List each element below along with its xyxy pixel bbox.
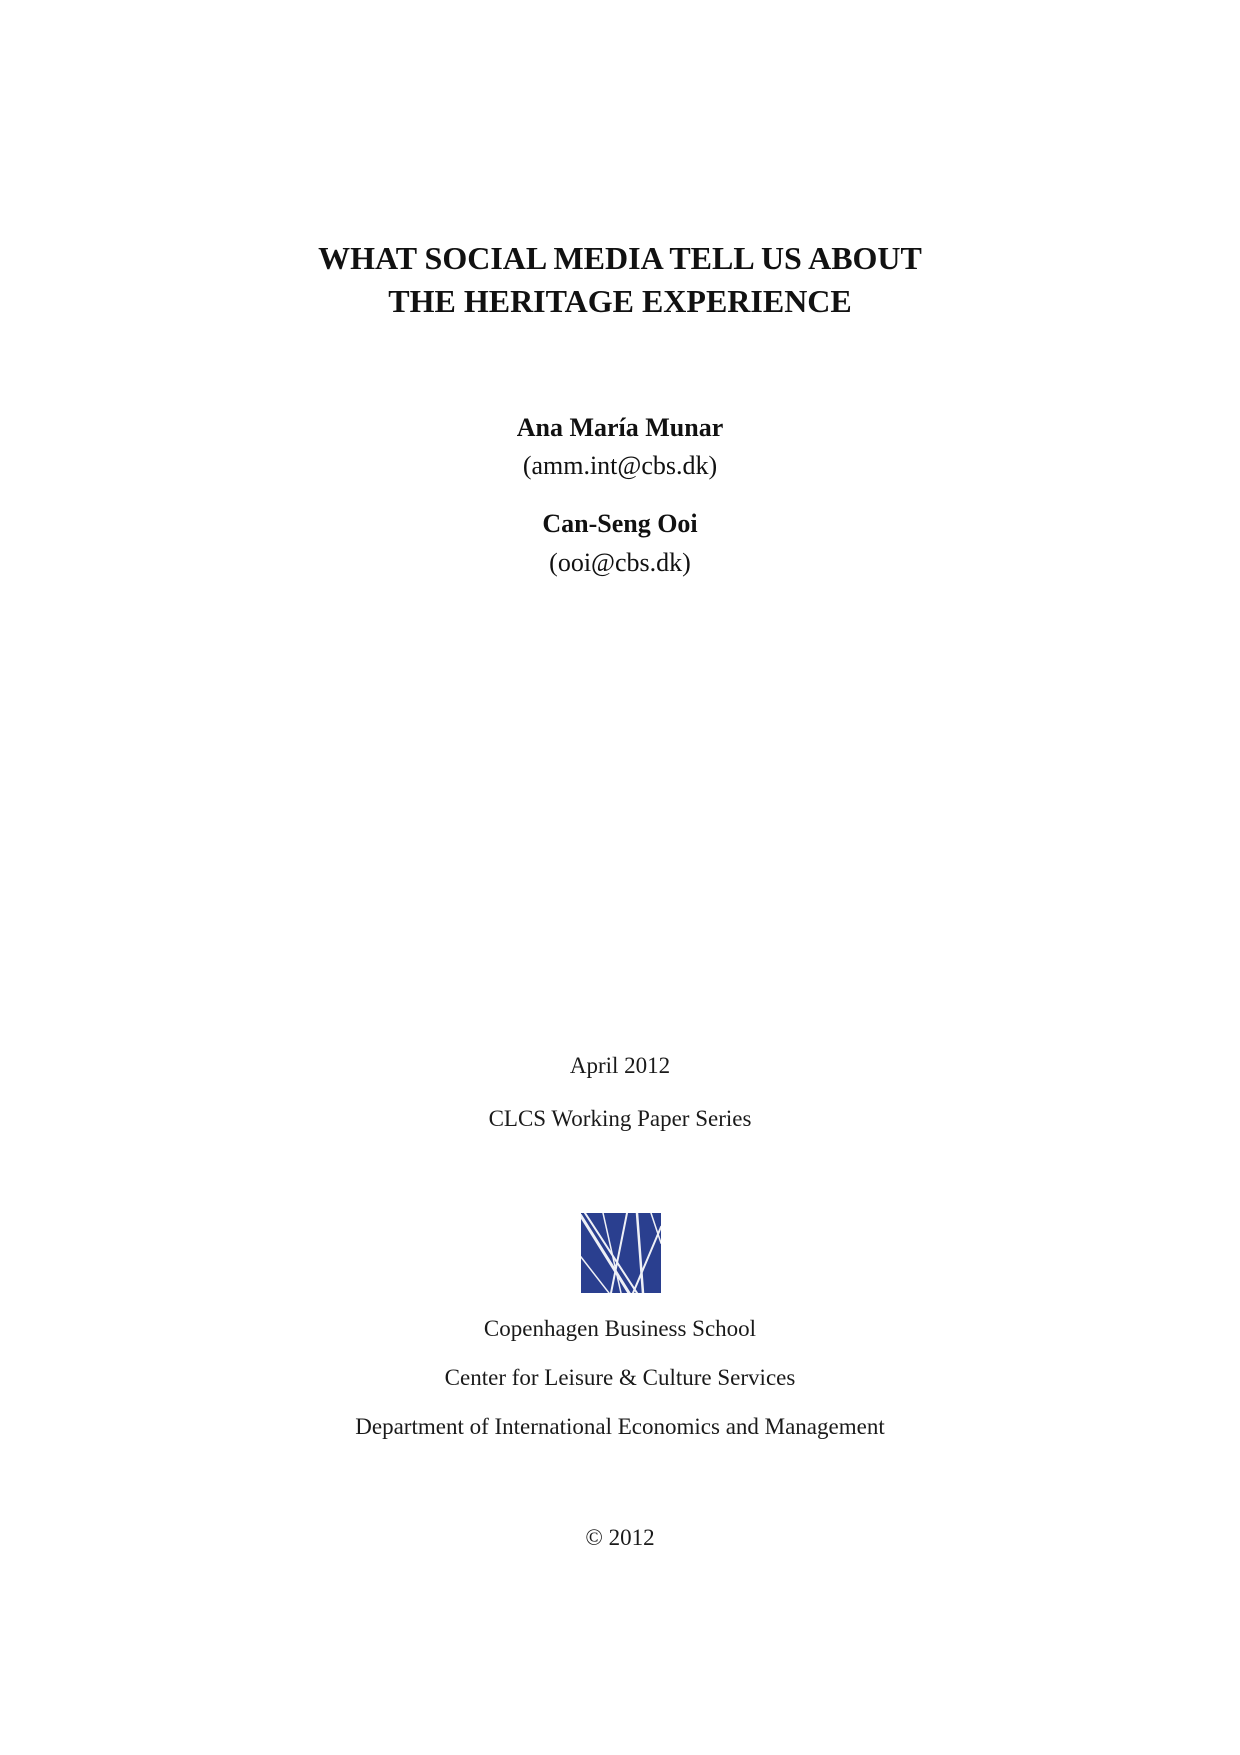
copyright-notice: © 2012 (585, 1525, 655, 1550)
cbs-logo-icon (581, 1213, 661, 1293)
institution-school: Copenhagen Business School (483, 1316, 757, 1341)
author-name-1: Ana María Munar (516, 413, 724, 442)
paper-title-line-2: THE HERITAGE EXPERIENCE (388, 283, 852, 319)
publication-date: April 2012 (569, 1053, 671, 1078)
institution-department: Department of International Economics and Management (355, 1414, 885, 1439)
paper-title-line-1: WHAT SOCIAL MEDIA TELL US ABOUT (318, 240, 922, 276)
author-email-2: (ooi@cbs.dk) (549, 548, 691, 577)
author-name-2: Can-Seng Ooi (542, 509, 698, 538)
series-name: CLCS Working Paper Series (488, 1106, 752, 1131)
author-email-1: (amm.int@cbs.dk) (522, 451, 718, 480)
institution-center: Center for Leisure & Culture Services (444, 1365, 796, 1390)
